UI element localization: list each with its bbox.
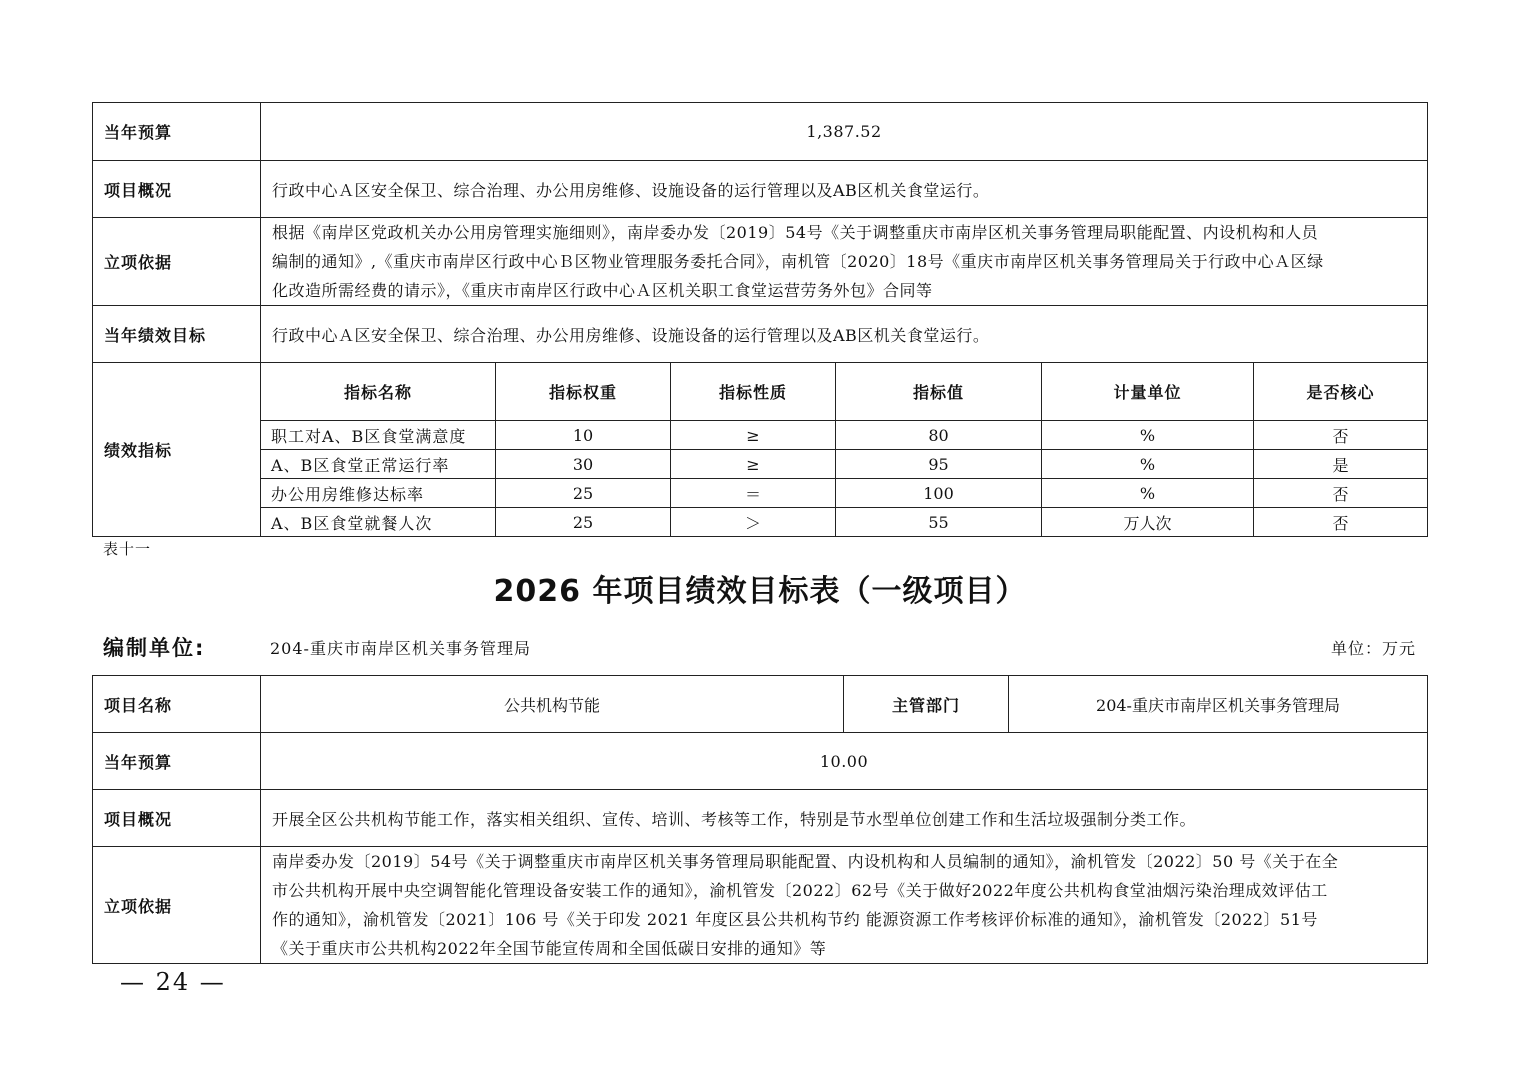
page-number: — 24 — [120,968,226,996]
department-label: 主管部门 [844,676,1009,733]
indicator-weight: 30 [496,450,671,479]
goal-value: 行政中心Ａ区安全保卫、综合治理、办公用房维修、设施设备的运行管理以及AB区机关食堂运行。 [261,306,1428,363]
indicator-unit: 万人次 [1042,508,1254,537]
header-is-core: 是否核心 [1254,363,1428,421]
overview-label: 项目概况 [93,790,261,847]
page-title: 2026 年项目绩效目标表（一级项目） [493,574,1027,609]
table-row [93,508,1428,537]
indicator-unit: % [1042,450,1254,479]
header-indicator-weight: 指标权重 [496,363,671,421]
project-name-value: 公共机构节能 [261,676,844,733]
header-unit: 计量单位 [1042,363,1254,421]
indicator-name: 职工对A、B区食堂满意度 [261,421,496,450]
indicator-unit: % [1042,479,1254,508]
overview-value: 开展全区公共机构节能工作，落实相关组织、宣传、培训、考核等工作，特别是节水型单位创建工作和生活垃圾强制分类工作。 [261,790,1428,847]
table-row [93,450,1428,479]
table-row [93,421,1428,450]
budget-label: 当年预算 [93,733,261,790]
basis-value [261,218,1428,306]
indicator-value: 95 [836,450,1042,479]
indicator-weight: 25 [496,508,671,537]
org-value: 204-重庆市南岸区机关事务管理局 [270,639,531,658]
basis-line: 根据《南岸区党政机关办公用房管理实施细则》，南岸委办发〔2019〕54号《关于调整重庆市南岸区机关事务管理局职能配置、内设机构和人员 [272,223,1319,242]
project-table-2 [92,675,1428,964]
budget-value: 10.00 [261,733,1428,790]
department-value: 204-重庆市南岸区机关事务管理局 [1009,676,1428,733]
basis-line: 南岸委办发〔2019〕54号《关于调整重庆市南岸区机关事务管理局职能配置、内设机构和人员编制的通知》，渝机管发〔2022〕50 号《关于在全 [272,852,1339,871]
basis-label: 立项依据 [93,218,261,306]
indicator-name: 办公用房维修达标率 [261,479,496,508]
budget-value: 1,387.52 [261,103,1428,161]
unit-label: 单位：万元 [1330,639,1416,658]
indicator-name: A、B区食堂就餐人次 [261,508,496,537]
basis-value [261,847,1428,964]
indicator-weight: 25 [496,479,671,508]
indicator-core: 否 [1254,508,1428,537]
basis-line: 化改造所需经费的请示》，《重庆市南岸区行政中心Ａ区机关职工食堂运营劳务外包》合同等 [272,281,933,300]
indicator-nature: ＝ [671,479,836,508]
indicators-label: 绩效指标 [93,363,261,537]
indicator-core: 是 [1254,450,1428,479]
indicator-unit: % [1042,421,1254,450]
overview-value: 行政中心Ａ区安全保卫、综合治理、办公用房维修、设施设备的运行管理以及AB区机关食堂运行。 [261,161,1428,218]
project-table-1 [92,102,1428,537]
indicator-nature: ≥ [671,450,836,479]
basis-line: 编制的通知》,《重庆市南岸区行政中心Ｂ区物业管理服务委托合同》，南机管〔2020〕18号《重庆市南岸区机关事务管理局关于行政中心Ａ区绿 [272,252,1324,271]
indicator-value: 55 [836,508,1042,537]
indicator-name: A、B区食堂正常运行率 [261,450,496,479]
budget-label: 当年预算 [93,103,261,161]
indicator-core: 否 [1254,479,1428,508]
project-name-label: 项目名称 [93,676,261,733]
goal-label: 当年绩效目标 [93,306,261,363]
overview-label: 项目概况 [93,161,261,218]
indicator-core: 否 [1254,421,1428,450]
org-label: 编制单位: [103,636,206,660]
basis-label: 立项依据 [93,847,261,964]
table-row [93,479,1428,508]
header-indicator-nature: 指标性质 [671,363,836,421]
indicator-nature: ＞ [671,508,836,537]
basis-line: 作的通知》，渝机管发〔2021〕106 号《关于印发 2021 年度区县公共机构节约 能源资源工作考核评价标准的通知》，渝机管发〔2022〕51号 [272,910,1318,929]
table-number: 表十一 [103,540,152,558]
indicator-value: 80 [836,421,1042,450]
indicator-nature: ≥ [671,421,836,450]
indicator-value: 100 [836,479,1042,508]
indicator-weight: 10 [496,421,671,450]
header-indicator-value: 指标值 [836,363,1042,421]
basis-line: 市公共机构开展中央空调智能化管理设备安装工作的通知》，渝机管发〔2022〕62号《关于做好2022年度公共机构食堂油烟污染治理成效评估工 [272,881,1328,900]
header-indicator-name: 指标名称 [261,363,496,421]
basis-line: 《关于重庆市公共机构2022年全国节能宣传周和全国低碳日安排的通知》等 [272,939,827,958]
